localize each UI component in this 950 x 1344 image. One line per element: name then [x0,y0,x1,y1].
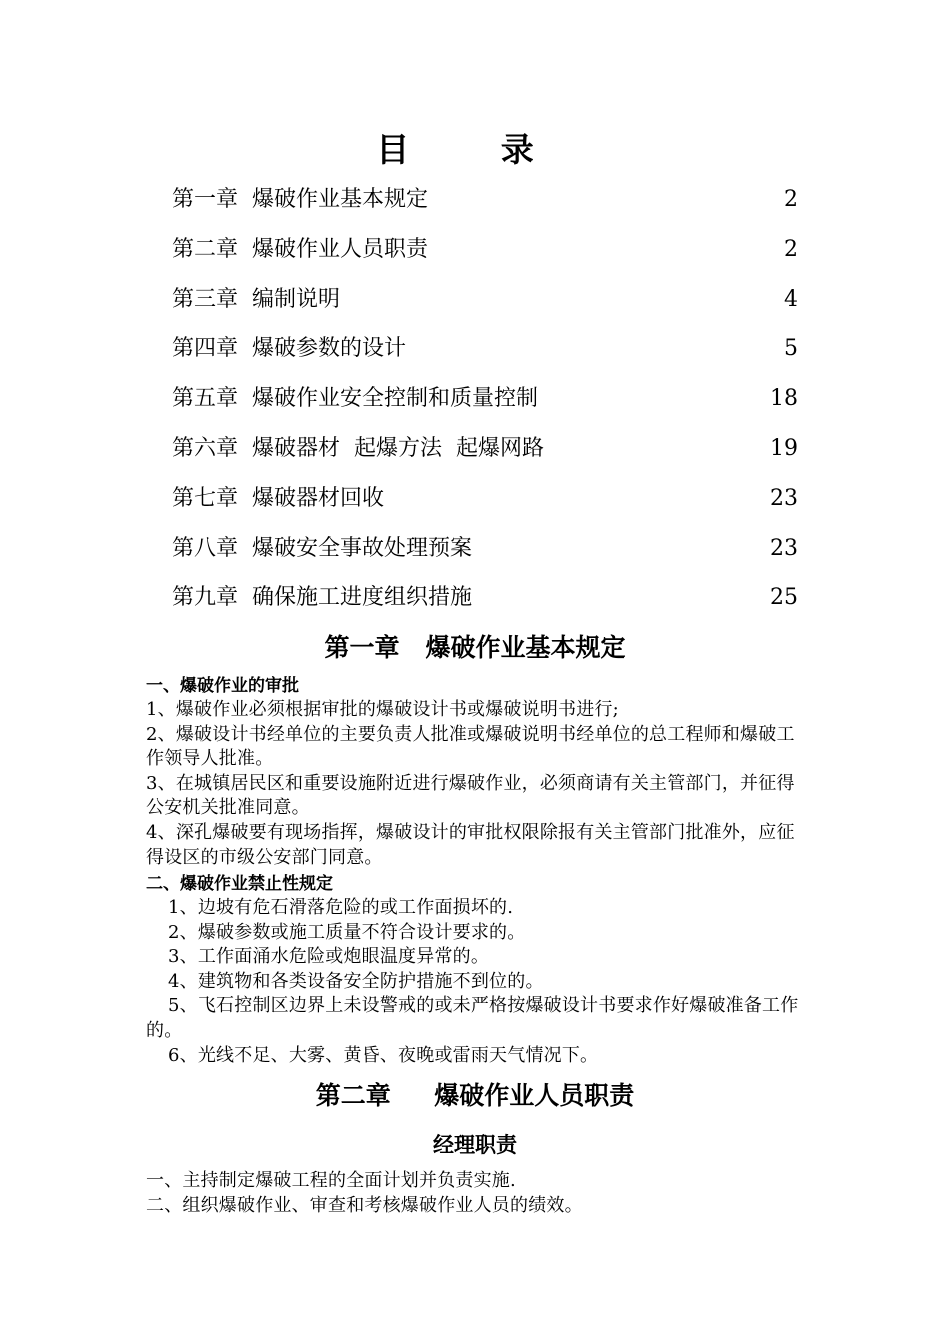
toc-entry-page: 25 [770,585,798,611]
section-heading: 二、爆破作业禁止性规定 [146,874,333,894]
toc-entry[interactable] [172,529,798,579]
toc-entry-page: 23 [770,535,798,561]
toc-entry-page: 19 [770,435,798,461]
toc-entry[interactable] [172,329,798,379]
toc-entry-page: 4 [784,286,798,312]
toc-entry-label: 第七章 爆破器材回收 [172,485,384,511]
toc-entry-page: 23 [770,485,798,511]
paragraph: 2、爆破参数或施工质量不符合设计要求的。 [168,921,526,943]
toc-entry-label: 第三章 编制说明 [172,286,340,312]
paragraph: 6、光线不足、大雾、黄昏、夜晚或雷雨天气情况下。 [168,1044,599,1066]
paragraph: 一、主持制定爆破工程的全面计划并负责实施. [146,1170,516,1191]
paragraph: 1、爆破作业必须根据审批的爆破设计书或爆破说明书进行; [146,699,619,720]
toc-entry-label: 第五章 爆破作业安全控制和质量控制 [172,386,538,412]
toc-entry-page: 18 [770,386,798,412]
paragraph: 5、飞石控制区边界上未设警戒的或未严格按爆破设计书要求作好爆破准备工作的。 [146,995,799,1041]
paragraph: 3、在城镇居民区和重要设施附近进行爆破作业，必须商请有关主管部门，并征得公安机关批准同意。 [146,772,795,819]
toc-entry[interactable] [172,379,798,429]
toc-entry[interactable] [172,230,798,280]
paragraph: 二、组织爆破作业、审查和考核爆破作业人员的绩效。 [146,1194,583,1216]
toc-entry[interactable] [172,429,798,479]
toc-entry-label: 第二章 爆破作业人员职责 [172,236,428,262]
toc-entry[interactable] [172,578,798,628]
toc-title: 目 录 [376,130,574,169]
toc-entry-label: 第一章 爆破作业基本规定 [172,187,428,212]
paragraph: 1、边坡有危石滑落危险的或工作面损坏的. [168,897,514,918]
toc-entry[interactable] [172,280,798,330]
toc-entry-page: 2 [784,187,798,212]
toc-entry-page: 5 [784,336,798,362]
paragraph: 4、深孔爆破要有现场指挥，爆破设计的审批权限除报有关主管部门批准外，应征得设区的市级公安部门同意。 [146,822,795,868]
sub-heading: 经理职责 [433,1133,517,1157]
paragraph: 3、工作面涌水危险或炮眼温度异常的。 [168,946,490,968]
toc-entry-label: 第八章 爆破安全事故处理预案 [172,535,472,561]
toc-entry-label: 第四章 爆破参数的设计 [172,336,406,362]
toc-entry[interactable] [172,479,798,529]
toc-entry-page: 2 [784,236,798,262]
toc-entry-label: 第六章 爆破器材 起爆方法 起爆网路 [172,435,544,461]
section-heading: 一、爆破作业的审批 [146,676,299,696]
toc-entry-label: 第九章 确保施工进度组织措施 [172,585,472,611]
paragraph: 2、爆破设计书经单位的主要负责人批准或爆破说明书经单位的总工程师和爆破工作领导人批准。 [146,723,795,770]
table-of-contents [172,180,798,628]
chapter-heading: 第二章 爆破作业人员职责 [315,1081,635,1110]
chapter-heading: 第一章 爆破作业基本规定 [324,633,626,662]
toc-entry[interactable] [172,180,798,230]
paragraph: 4、建筑物和各类设备安全防护措施不到位的。 [168,970,544,992]
